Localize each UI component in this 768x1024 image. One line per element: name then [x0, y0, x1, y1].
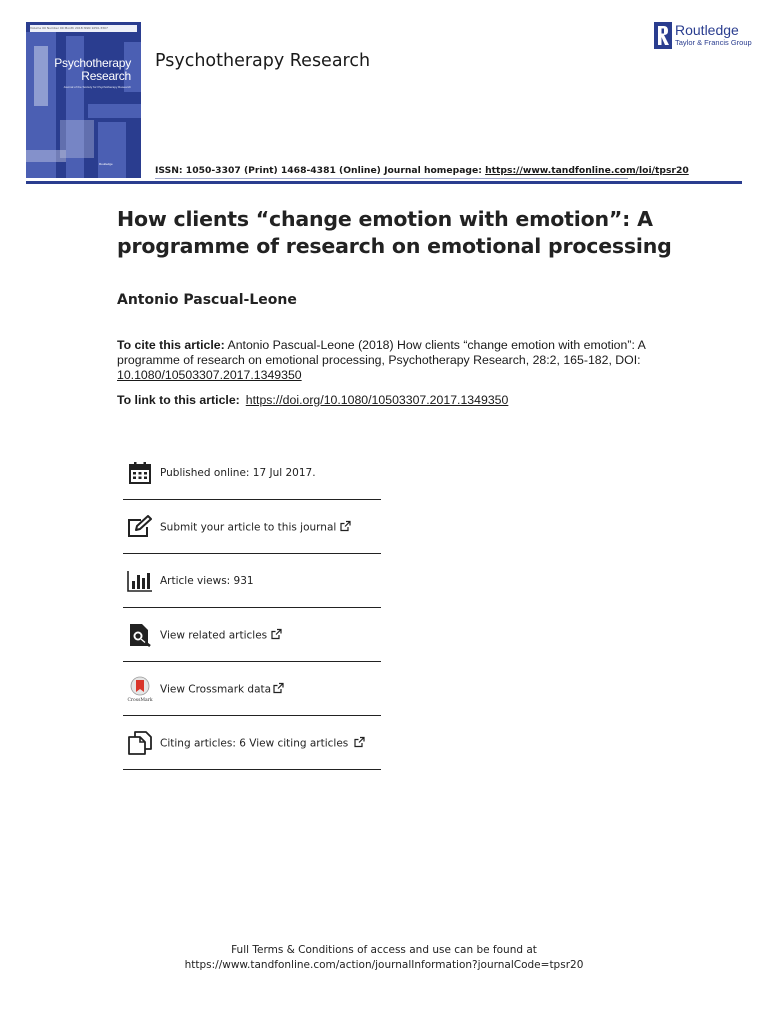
issn-text: ISSN: 1050-3307 (Print) 1468-4381 (Online) Journal homepage:	[155, 165, 486, 176]
citation-text: Antonio Pascual-Leone (2018) How clients “change emotion with emotion”: A programme of research on emotional processing, Psychotherapy Research, 28:2, 165-182, DOI:	[117, 338, 646, 367]
citation-block	[117, 338, 657, 383]
citing-icon	[127, 730, 153, 756]
meta-related-articles[interactable]	[123, 608, 381, 662]
article-title: How clients “change emotion with emotion”: A programme of research on emotional processing	[117, 207, 672, 258]
cover-subtitle: Journal of the Society for Psychotherapy Research	[63, 85, 131, 89]
footer	[0, 943, 768, 972]
citing-articles-link[interactable]: Citing articles: 6 View citing articles	[160, 737, 349, 749]
cover-publisher-mark: Routledge	[99, 162, 113, 166]
article-author: Antonio Pascual-Leone	[117, 292, 297, 308]
publisher-name: Routledge	[675, 22, 739, 38]
publisher-logo[interactable]	[654, 22, 752, 50]
journal-cover	[26, 22, 141, 178]
meta-crossmark[interactable]	[123, 662, 381, 716]
external-link-icon	[271, 628, 282, 639]
article-doi-url-link[interactable]: https://doi.org/10.1080/10503307.2017.1349350	[245, 393, 509, 407]
header-thin-rule	[155, 178, 628, 179]
meta-published	[123, 446, 381, 500]
issn-line	[155, 165, 689, 176]
publisher-group: Taylor & Francis Group	[675, 38, 752, 47]
routledge-r-icon	[654, 22, 672, 49]
crossmark-label: CrossMark	[127, 697, 153, 702]
cover-title-line2: Research	[81, 69, 131, 83]
published-date: Published online: 17 Jul 2017.	[160, 466, 316, 479]
citation-doi-link[interactable]: 10.1080/10503307.2017.1349350	[117, 368, 302, 382]
journal-title: Psychotherapy Research	[155, 51, 371, 71]
calendar-icon	[127, 460, 153, 486]
edit-icon	[127, 514, 153, 540]
footer-terms-text: Full Terms & Conditions of access and use can be found at	[231, 944, 537, 956]
related-articles-link[interactable]: View related articles	[160, 629, 268, 641]
crossmark-icon	[127, 676, 153, 702]
meta-citing-articles[interactable]	[123, 716, 381, 770]
citation-lead: To cite this article:	[117, 338, 225, 352]
external-link-icon	[354, 736, 365, 747]
external-link-icon	[273, 682, 284, 693]
external-link-icon	[340, 520, 351, 531]
cover-top-text: Volume 00 Number 00 Month 2018 ISSN 1050-3307	[30, 25, 137, 32]
article-meta-list	[123, 446, 381, 770]
link-lead: To link to this article:	[117, 393, 240, 407]
article-link-line	[117, 393, 508, 407]
bar-chart-icon	[127, 568, 153, 594]
crossmark-link[interactable]: View Crossmark data	[160, 683, 272, 695]
meta-article-views	[123, 554, 381, 608]
footer-terms-link[interactable]: https://www.tandfonline.com/action/journalInformation?journalCode=tpsr20	[184, 958, 584, 971]
cover-title-line1: Psychotherapy	[54, 56, 131, 70]
header-rule	[26, 181, 742, 184]
journal-homepage-link[interactable]: https://www.tandfonline.com/loi/tpsr20	[485, 165, 689, 176]
article-views: Article views: 931	[160, 574, 254, 587]
meta-submit-article[interactable]	[123, 500, 381, 554]
search-document-icon	[127, 622, 153, 648]
submit-article-link[interactable]: Submit your article to this journal	[160, 521, 337, 533]
